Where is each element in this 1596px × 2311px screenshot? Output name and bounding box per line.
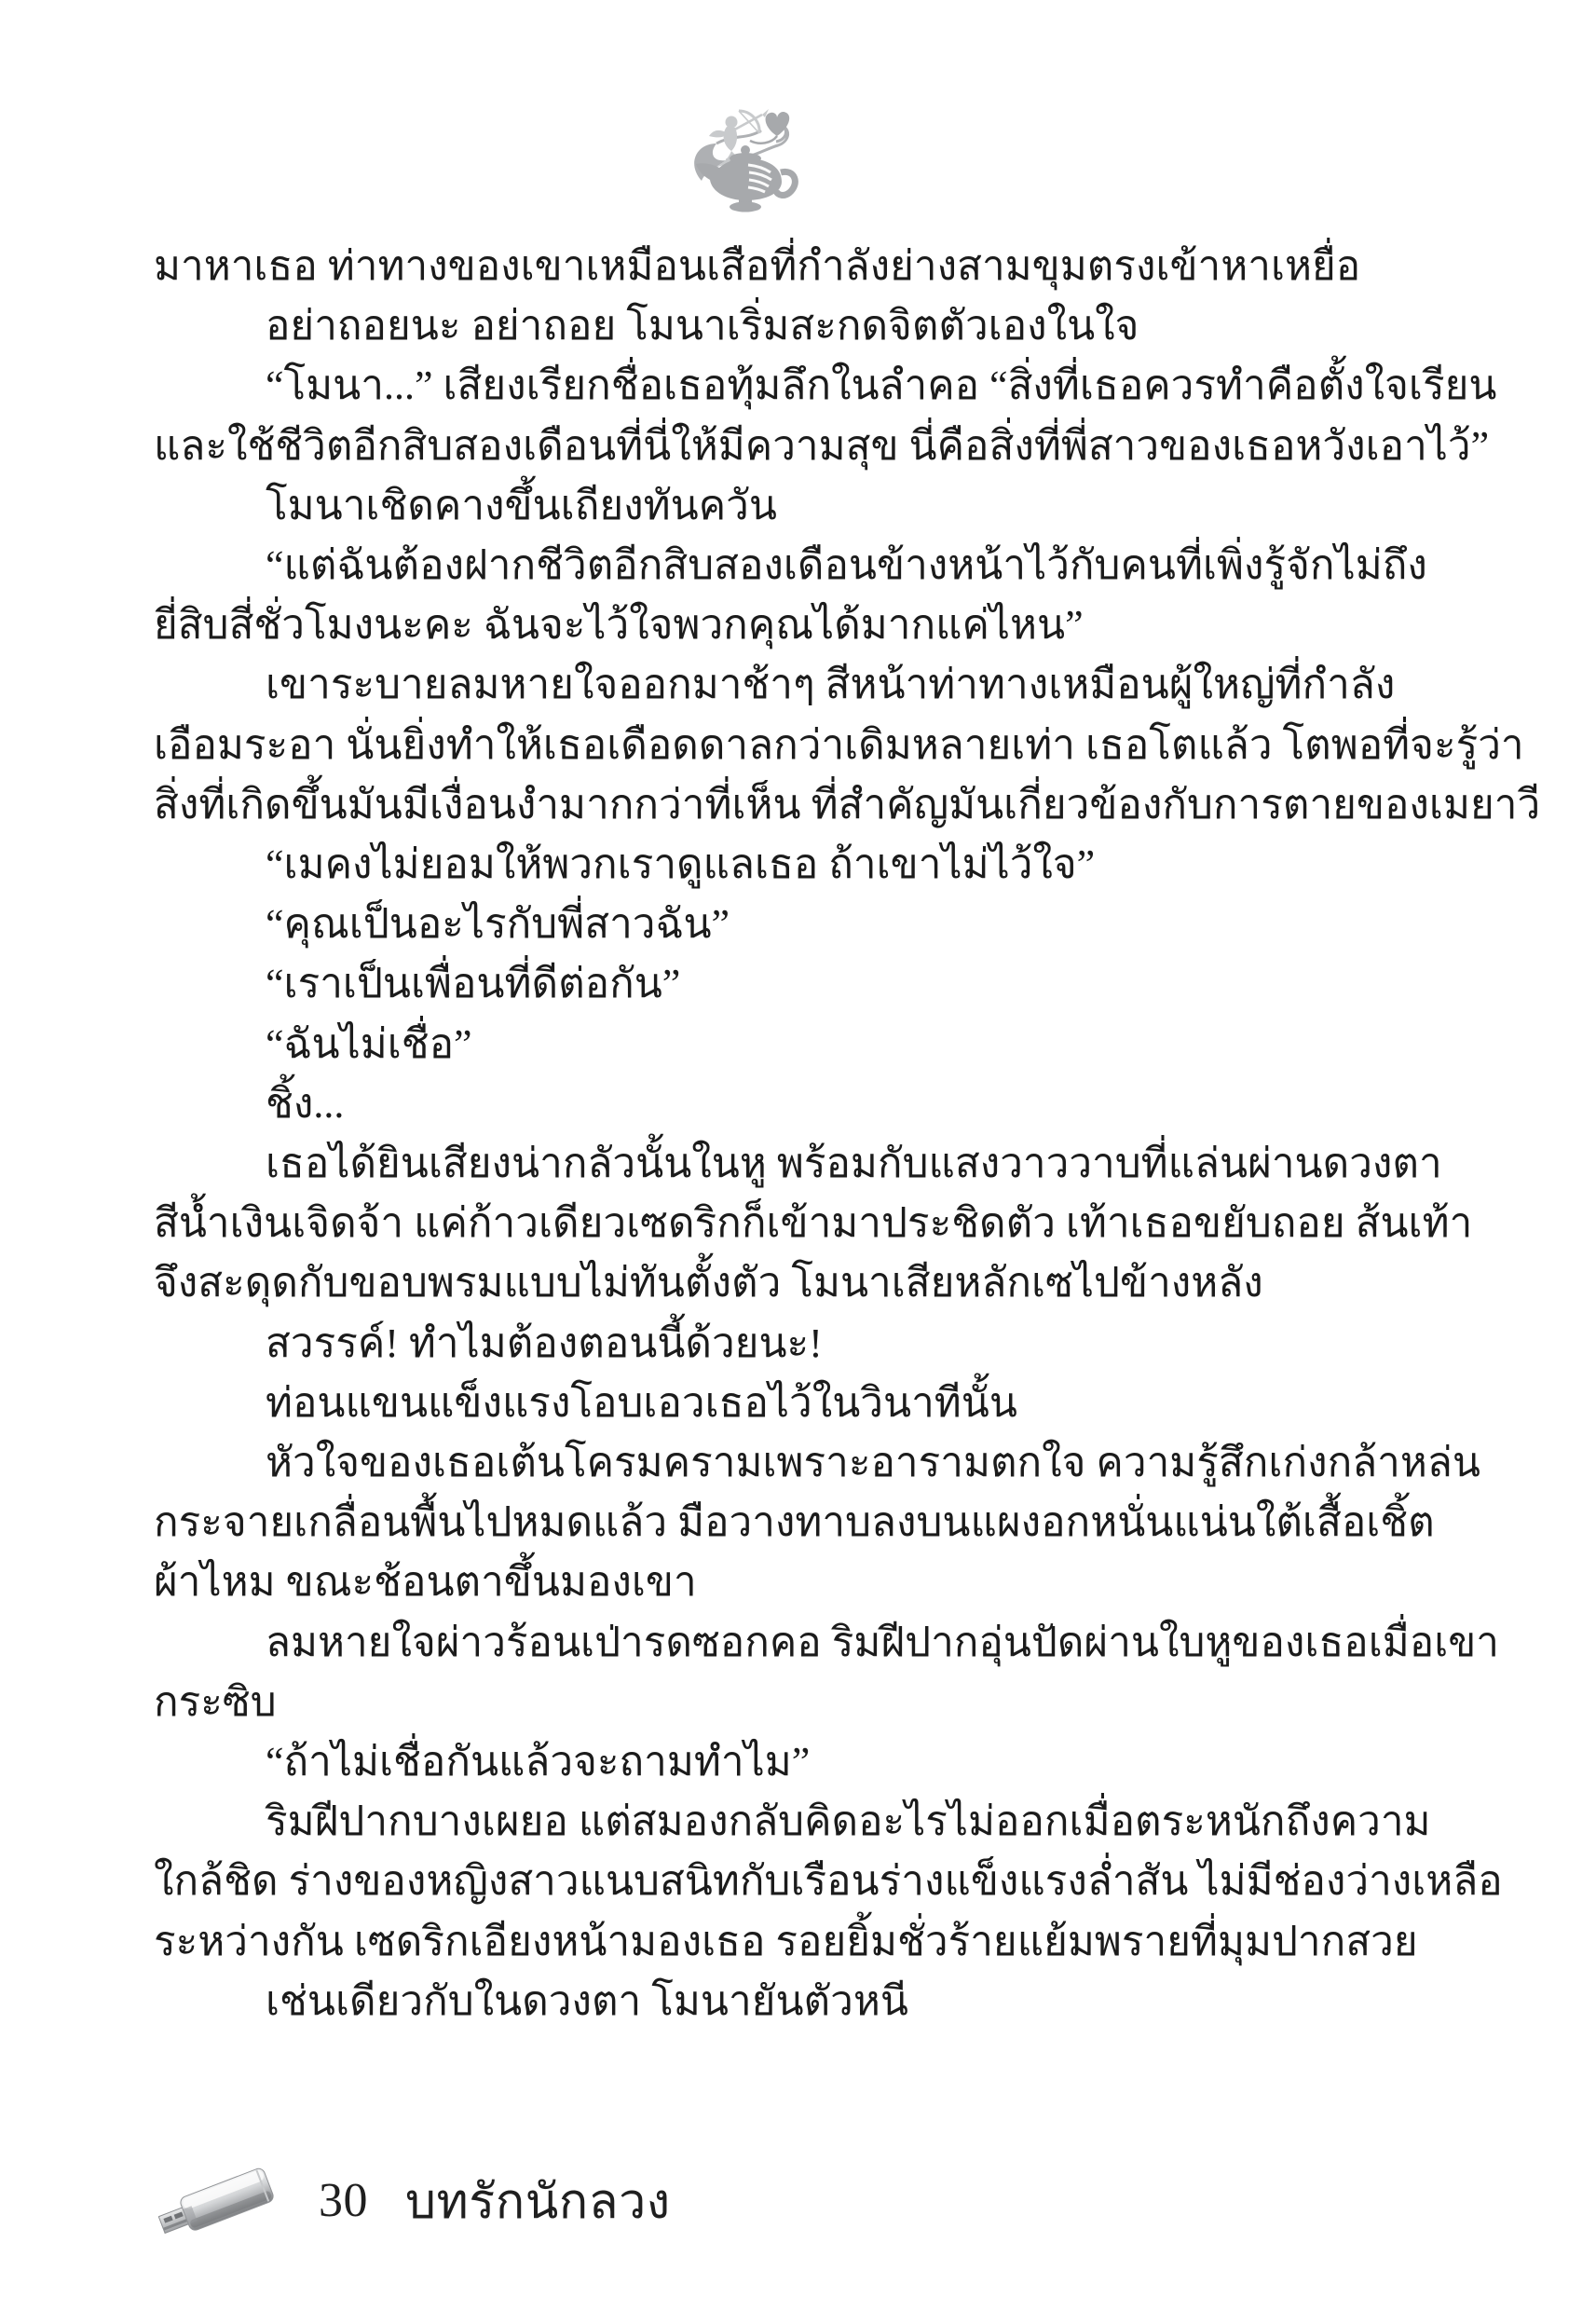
text-line: กระจายเกลื่อนพื้นไปหมดแล้ว มือวางทาบลงบนแผงอกหนั่นแน่นใต้เสื้อเชิ้ต bbox=[154, 1499, 1435, 1546]
text-line: หัวใจของเธอเต้นโครมครามเพราะอารามตกใจ ความรู้สึกเก่งกล้าหล่น bbox=[266, 1440, 1480, 1486]
text-line: และใช้ชีวิตอีกสิบสองเดือนที่นี่ให้มีความสุข นี่คือสิ่งที่พี่สาวของเธอหวังเอาไว้” bbox=[154, 422, 1490, 469]
text-line: เอือมระอา นั่นยิ่งทำให้เธอเดือดดาลกว่าเดิมหลายเท่า เธอโตแล้ว โตพอที่จะรู้ว่า bbox=[154, 721, 1524, 768]
body-text bbox=[154, 237, 1541, 2031]
page-footer bbox=[158, 2151, 671, 2255]
text-line: “ถ้าไม่เชื่อกันแล้วจะถามทำไม” bbox=[266, 1739, 811, 1785]
text-line: ท่อนแขนแข็งแรงโอบเอวเธอไว้ในวินาทีนั้น bbox=[266, 1379, 1017, 1426]
text-line: “โมนา...” เสียงเรียกชื่อเธอทุ้มลึกในลำคอ “สิ่งที่เธอควรทำคือตั้งใจเรียน bbox=[266, 362, 1497, 409]
text-line: ระหว่างกัน เซดริกเอียงหน้ามองเธอ รอยยิ้มชั่วร้ายแย้มพรายที่มุมปากสวย bbox=[154, 1918, 1418, 1964]
usb-flash-drive-icon bbox=[158, 2160, 281, 2246]
text-line: อย่าถอยนะ อย่าถอย โมนาเริ่มสะกดจิตตัวเองในใจ bbox=[266, 303, 1139, 349]
page-number: 30 bbox=[319, 2173, 368, 2227]
text-line: ผ้าไหม ขณะช้อนตาขึ้นมองเขา bbox=[154, 1559, 697, 1606]
text-line: “เมคงไม่ยอมให้พวกเราดูแลเธอ ถ้าเขาไม่ไว้ใจ” bbox=[266, 841, 1096, 888]
text-line: เช่นเดียวกับในดวงตา โมนายันตัวหนี bbox=[266, 1977, 908, 2024]
text-line: สิ่งที่เกิดขึ้นมันมีเงื่อนงำมากกว่าที่เห็น ที่สำคัญมันเกี่ยวข้องกับการตายของเมยาวี bbox=[154, 781, 1541, 827]
text-line: “ฉันไม่เชื่อ” bbox=[266, 1020, 472, 1067]
text-line: สวรรค์! ทำไมต้องตอนนี้ด้วยนะ! bbox=[266, 1320, 823, 1366]
text-line: กระซิบ bbox=[154, 1678, 277, 1725]
text-line: โมนาเชิดคางขึ้นเถียงทันควัน bbox=[266, 482, 777, 528]
book-title: บทรักนักลวง bbox=[405, 2175, 671, 2229]
text-line: ริมฝีปากบางเผยอ แต่สมองกลับคิดอะไรไม่ออกเมื่อตระหนักถึงความ bbox=[266, 1798, 1431, 1845]
text-line: “แต่ฉันต้องฝากชีวิตอีกสิบสองเดือนข้างหน้าไว้กับคนที่เพิ่งรู้จักไม่ถึง bbox=[266, 542, 1427, 589]
text-line: จึงสะดุดกับขอบพรมแบบไม่ทันตั้งตัว โมนาเสียหลักเซไปข้างหลัง bbox=[154, 1260, 1263, 1306]
text-line: ชิ้ง... bbox=[266, 1080, 345, 1127]
text-line: เธอได้ยินเสียงน่ากลัวนั้นในหู พร้อมกับแสงวาววาบที่แล่นผ่านดวงตา bbox=[266, 1141, 1442, 1187]
text-line: ลมหายใจผ่าวร้อนเป่ารดซอกคอ ริมฝีปากอุ่นปัดผ่านใบหูของเธอเมื่อเขา bbox=[266, 1619, 1500, 1665]
text-line: มาหาเธอ ท่าทางของเขาเหมือนเสือที่กำลังย่างสามขุมตรงเข้าหาเหยื่อ bbox=[154, 243, 1361, 289]
text-line: สีน้ำเงินเจิดจ้า แค่ก้าวเดียวเซดริกก็เข้ามาประชิดตัว เท้าเธอขยับถอย ส้นเท้า bbox=[154, 1200, 1473, 1247]
text-line: เขาระบายลมหายใจออกมาช้าๆ สีหน้าท่าทางเหมือนผู้ใหญ่ที่กำลัง bbox=[266, 662, 1396, 708]
cupid-lamp-ornament-icon bbox=[690, 106, 798, 216]
text-line: “เราเป็นเพื่อนที่ดีต่อกัน” bbox=[266, 961, 681, 1007]
text-line: “คุณเป็นอะไรกับพี่สาวฉัน” bbox=[266, 901, 730, 948]
text-line: ใกล้ชิด ร่างของหญิงสาวแนบสนิทกับเรือนร่างแข็งแรงล่ำสัน ไม่มีช่องว่างเหลือ bbox=[154, 1858, 1503, 1905]
text-line: ยี่สิบสี่ชั่วโมงนะคะ ฉันจะไว้ใจพวกคุณได้มากแค่ไหน” bbox=[154, 602, 1084, 649]
